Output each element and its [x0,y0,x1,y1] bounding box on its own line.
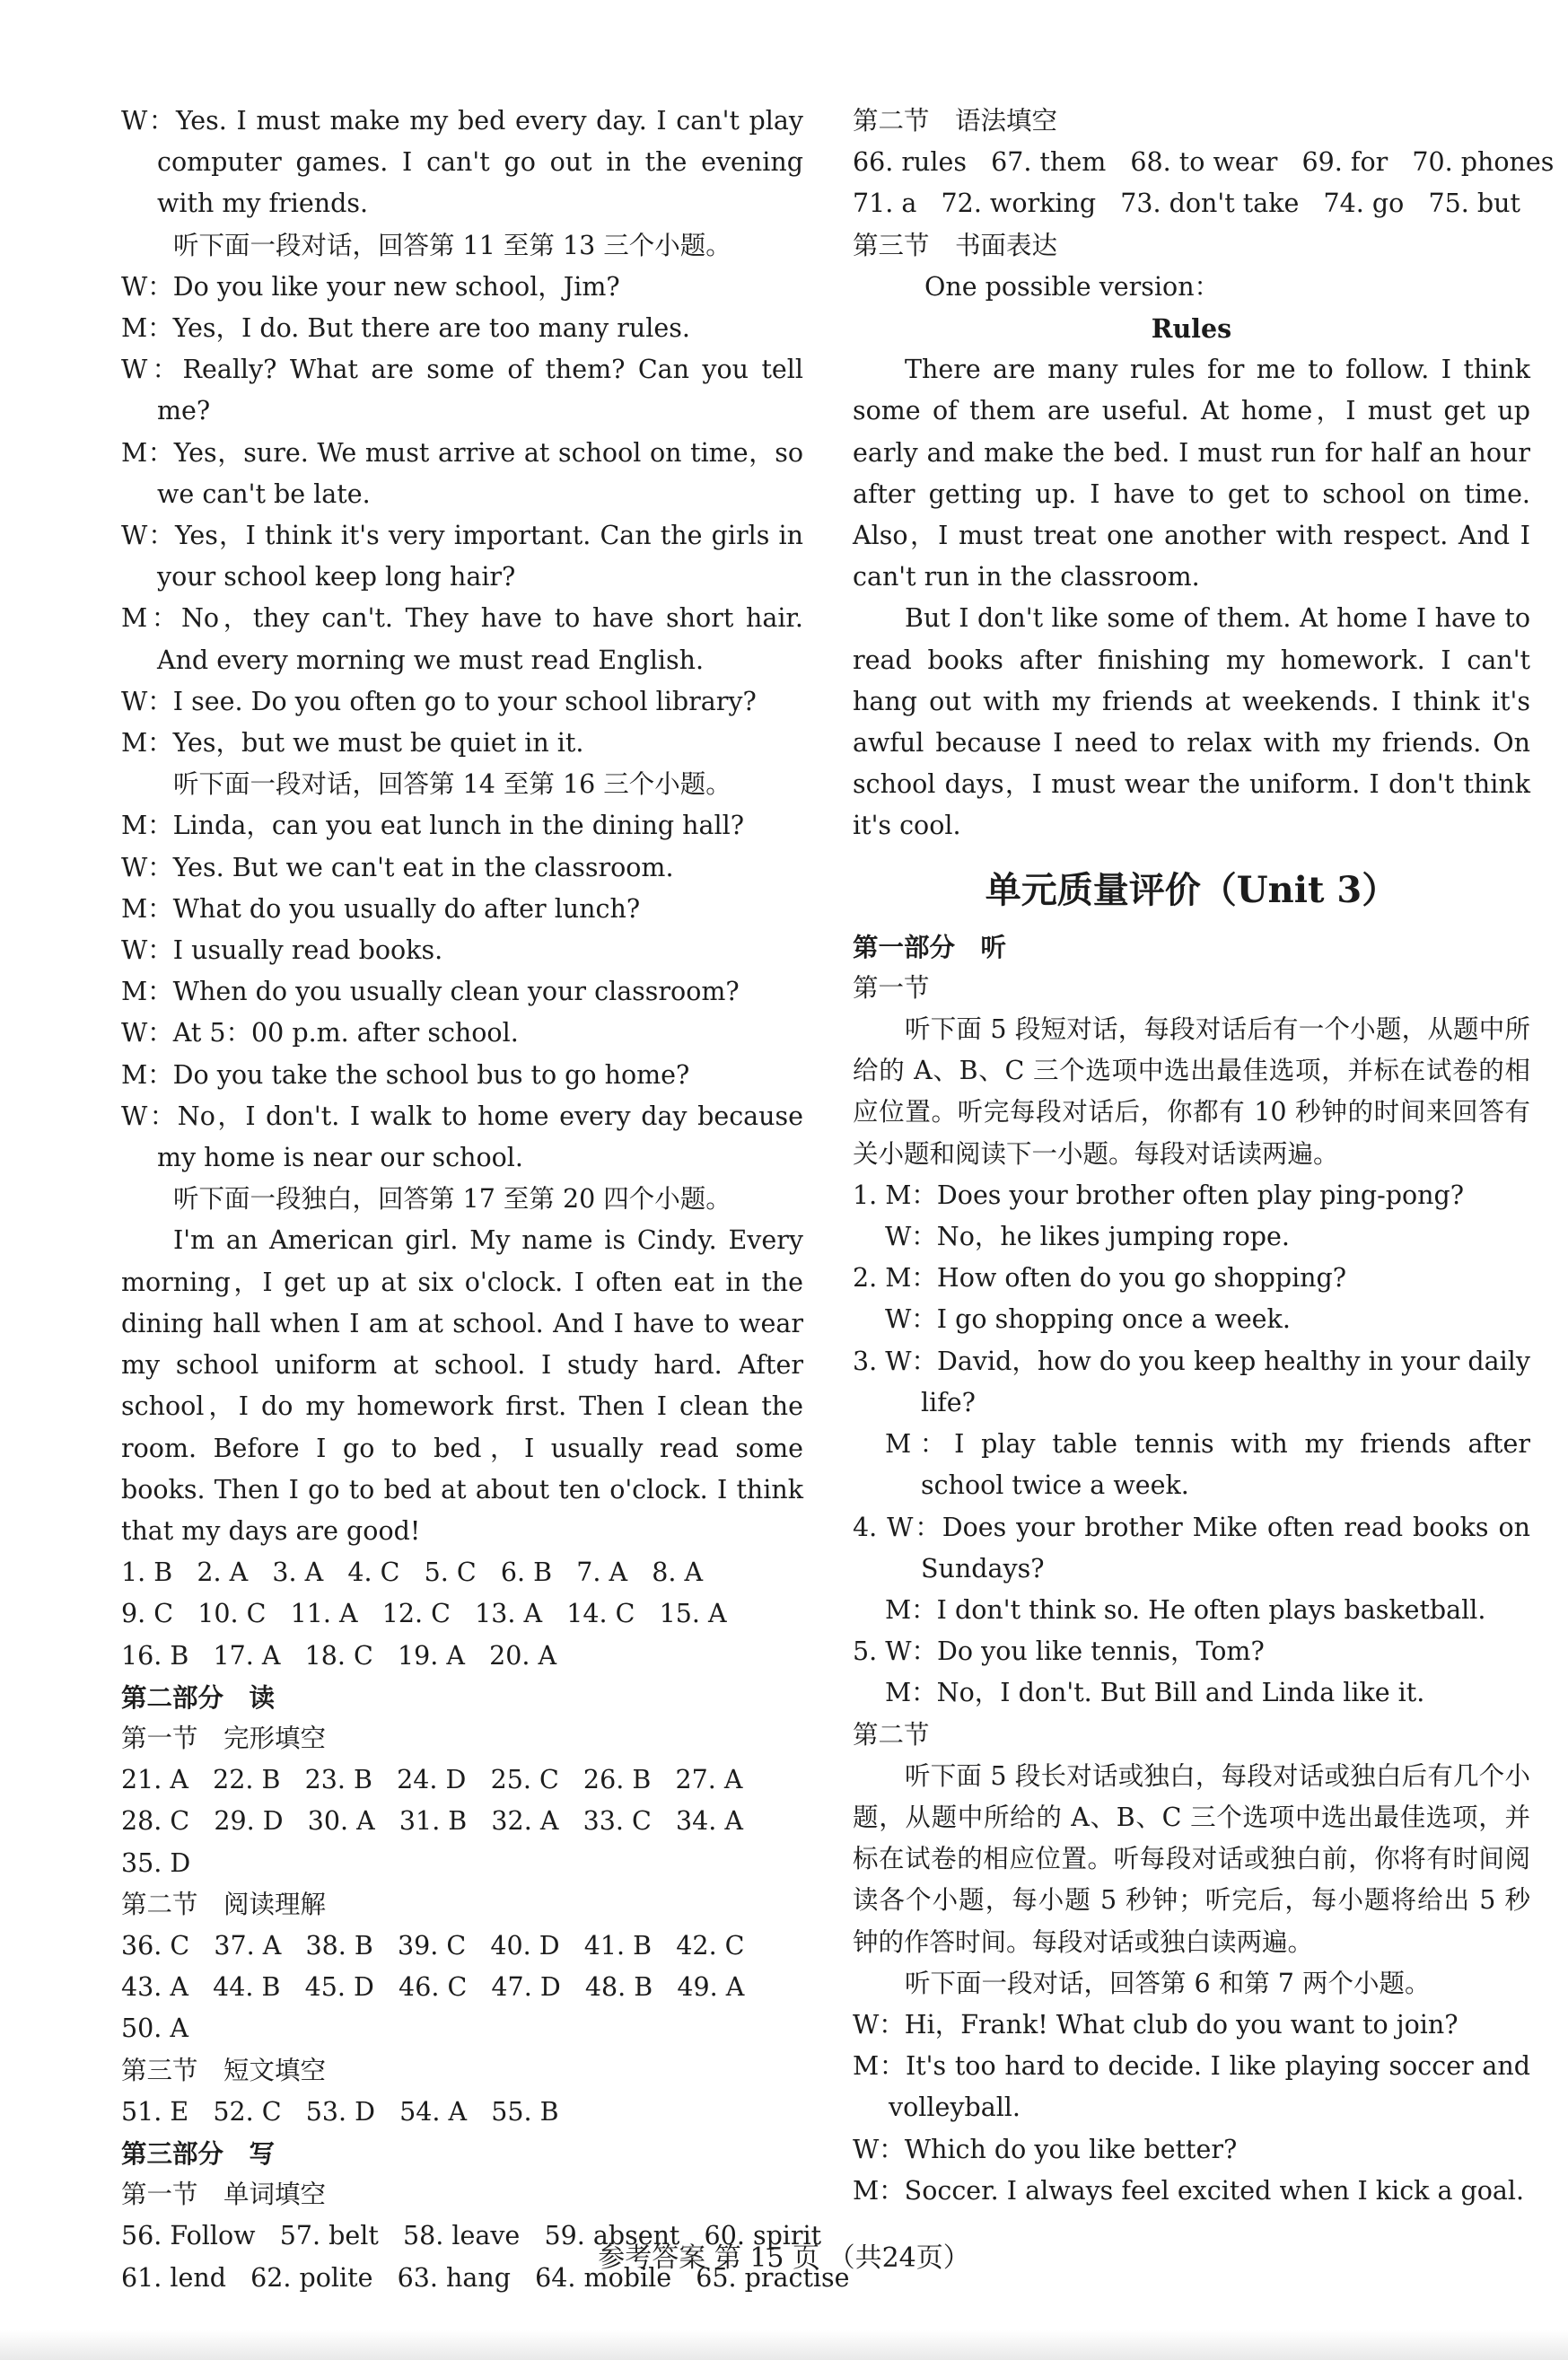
dialogue-response-line: M：I play table tennis with my friends after school twice a week. [885,1429,1530,1501]
dialogue-line: W：Yes，I think it's very important. Can the girls in your school keep long hair? [121,521,803,592]
dialogue-line: W：I see. Do you often go to your school library? [121,686,757,716]
section-heading: 第三节 书面表达 [853,230,1058,260]
answer-row: 1. B 2. A 3. A 4. C 5. C 6. B 7. A 8. A [121,1557,704,1588]
dialogue-line: M：It's too hard to decide. I like playing soccer and volleyball. [853,2051,1530,2123]
section-heading: 第二节 [853,1719,930,1750]
answer-row: 66. rules 67. them 68. to wear 69. for 70. phones [853,147,1555,178]
numbered-dialogue-line: 4. W：Does your brother Mike often read books on Sundays? [853,1512,1530,1584]
right-bottom-section [853,926,1530,2212]
dialogue-line: W：Which do you like better? [853,2134,1238,2164]
numbered-dialogue-line: 5. W：Do you like tennis，Tom? [853,1636,1265,1667]
dialogue-line: W：Do you like your new school，Jim? [121,271,620,302]
section-heading: 第二节 阅读理解 [121,1889,327,1919]
part-heading: 第三部分 写 [121,2137,276,2169]
answer-row: 61. lend 62. polite 63. hang 64. mobile 65. practise [121,2262,850,2293]
dialogue-line: M：What do you usually do after lunch? [121,893,641,924]
answer-row: 28. C 29. D 30. A 31. B 32. A 33. C 34. A [121,1806,743,1837]
dialogue-response-line: W：I go shopping once a week. [885,1304,1291,1335]
text-paragraph: 听下面 5 段长对话或独白，每段对话或独白后有几个小题，从题中所给的 A、B、C 三个选项中选出最佳选项，并标在试卷的相应位置。听每段对话或独白前，你将有时间阅读各个小题，每小题 5 秒钟；听完后，每小题将给出 5 秒钟的作答时间。每段对话或独白读两遍。 [853,1760,1530,1957]
numbered-dialogue-line: 3. W：David，how do you keep healthy in your daily life? [853,1346,1530,1417]
dialogue-line: M：No，they can't. They have to have short hair. And every morning we must read English. [121,603,803,675]
answer-row: 16. B 17. A 18. C 19. A 20. A [121,1640,557,1671]
dialogue-line: M：When do you usually clean your classroom? [121,977,740,1007]
dialogue-line: M：Soccer. I always feel excited when I kick a goal. [853,2175,1525,2206]
dialogue-line: W：I usually read books. [121,935,443,966]
essay-title: Rules [1151,313,1232,345]
dialogue-line: W：Yes. I must make my bed every day. I can't play computer games. I can't go out in the evening with my friends. [121,106,803,219]
listening-instruction: 听下面一段对话，回答第 14 至第 16 三个小题。 [173,769,731,800]
section-heading: 第一节 [853,972,930,1003]
dialogue-response-line: M：I don't think so. He often plays basketball. [885,1594,1486,1625]
section-heading: 第二节 语法填空 [853,106,1058,136]
section-heading: 第三节 短文填空 [121,2055,327,2085]
text-paragraph: But I don't like some of them. At home I have to read books after finishing my homework. I can't hang out with my friends at weekends. I think it's awful because I need to relax with my friends. On school days，I must wear the uniform. I don't think it's cool. [853,603,1530,841]
dialogue-line: W：Really? What are some of them? Can you tell me? [121,355,803,426]
text-paragraph: There are many rules for me to follow. I think some of them are useful. At home，I must get up early and make the bed. I must run for half an hour after getting up. I have to get to school on time. Also，I must treat one another with respect. And I can't run in the classroom. [853,355,1530,592]
answer-row: 9. C 10. C 11. A 12. C 13. A 14. C 15. A [121,1599,727,1629]
dialogue-line: M：Yes，but we must be quiet in it. [121,728,584,759]
dialogue-line: W：At 5：00 p.m. after school. [121,1018,519,1048]
version-label: One possible version： [924,271,1221,302]
answer-row: 50. A [121,2013,188,2044]
dialogue-line: M：Yes，sure. We must arrive at school on time，so we can't be late. [121,437,803,509]
dialogue-response-line: W：No，he likes jumping rope. [885,1222,1290,1252]
answer-row: 36. C 37. A 38. B 39. C 40. D 41. B 42. C [121,1930,745,1961]
text-paragraph: 听下面 5 段短对话，每段对话后有一个小题，从题中所给的 A、B、C 三个选项中选出最佳选项，并标在试卷的相应位置。听完每段对话后，你都有 10 秒钟的时间来回答有关小题和阅读下一小题。每段对话读两遍。 [853,1014,1530,1169]
dialogue-line: W：Yes. But we can't eat in the classroom. [121,852,674,882]
scan-edge [0,2330,1568,2360]
text-paragraph: I'm an American girl. My name is Cindy. Every morning，I get up at six o'clock. I often eat in the dining hall when I am at school. And I have to wear my school uniform at school. I study hard. After school，I do my homework first. Then I clean the room. Before I go to bed，I usually read some books. Then I go to bed at about ten o'clock. I think that my days are good! [121,1225,803,1546]
listening-instruction: 听下面一段对话，回答第 6 和第 7 两个小题。 [905,1968,1431,1998]
dialogue-line: W：Hi，Frank! What club do you want to join? [853,2009,1459,2040]
page-footer: 参考答案 第 15 页 （共24页） [598,2242,970,2274]
unit-title: 单元质量评价（Unit 3） [985,868,1398,911]
dialogue-line: W：No，I don't. I walk to home every day because my home is near our school. [121,1101,803,1173]
dialogue-line: M：Do you take the school bus to go home? [121,1059,690,1090]
left-column [121,101,850,2299]
answer-row: 35. D [121,1847,191,1878]
answer-row: 43. A 44. B 45. D 46. C 47. D 48. B 49. A [121,1972,745,2003]
part-heading: 第二部分 读 [121,1681,276,1713]
part-heading: 第一部分 听 [853,931,1007,962]
numbered-dialogue-line: 2. M：How often do you go shopping? [853,1263,1347,1294]
numbered-dialogue-line: 1. M：Does your brother often play ping-pong? [853,1180,1464,1210]
listening-instruction: 听下面一段独白，回答第 17 至第 20 四个小题。 [173,1184,731,1215]
right-column [853,101,1555,2212]
dialogue-response-line: M：No，I don't. But Bill and Linda like it. [885,1678,1425,1708]
listening-instruction: 听下面一段对话，回答第 11 至第 13 三个小题。 [173,230,731,260]
answer-row: 51. E 52. C 53. D 54. A 55. B [121,2096,559,2127]
section-heading: 第一节 完形填空 [121,1723,327,1753]
right-top-section [853,101,1555,847]
answer-row: 21. A 22. B 23. B 24. D 25. C 26. B 27. A [121,1765,743,1795]
section-heading: 第一节 单词填空 [121,2180,327,2210]
dialogue-line: M：Yes，I do. But there are too many rules. [121,313,690,344]
dialogue-line: M：Linda，can you eat lunch in the dining hall? [121,811,745,841]
answer-row: 56. Follow 57. belt 58. leave 59. absent 60. spirit [121,2221,822,2251]
answer-row: 71. a 72. working 73. don't take 74. go 75. but [853,189,1520,219]
